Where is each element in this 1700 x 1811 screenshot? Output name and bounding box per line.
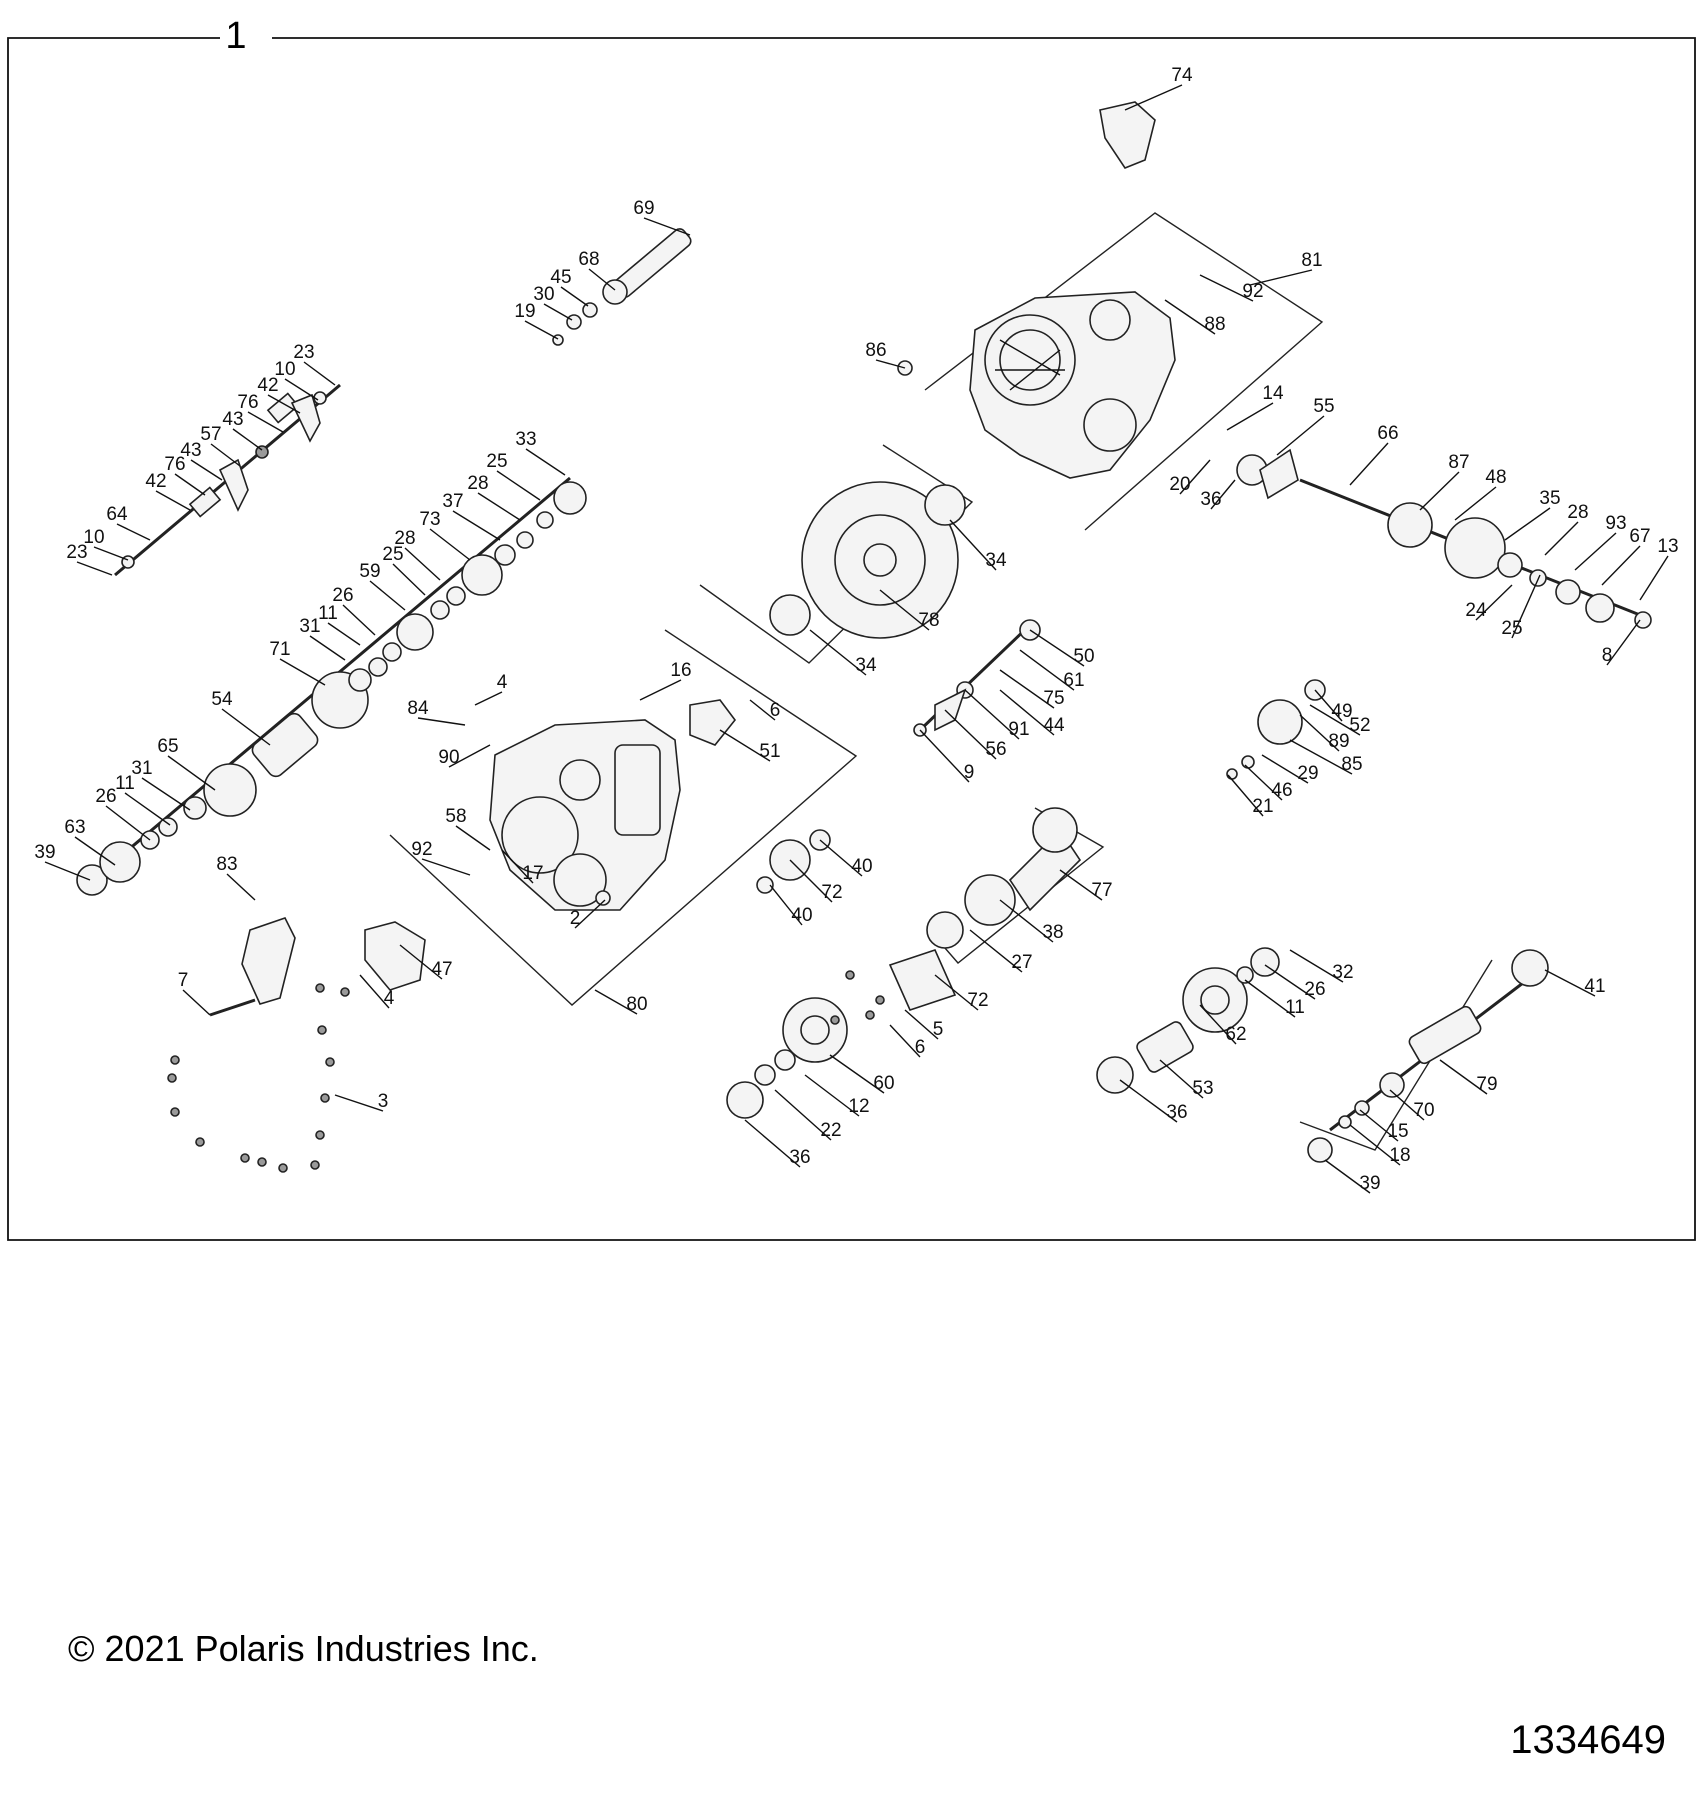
callout-c21 xyxy=(1228,775,1274,817)
callout-c25c xyxy=(382,544,425,595)
callout-c55 xyxy=(1277,396,1335,455)
output-shaft-assembly xyxy=(1237,450,1651,628)
callout-label: 4 xyxy=(496,672,508,693)
callout-label: 83 xyxy=(216,854,238,875)
leader-line xyxy=(1420,472,1459,510)
callout-label: 15 xyxy=(1387,1121,1409,1142)
callout-label: 81 xyxy=(1301,250,1323,271)
callout-c11b xyxy=(115,773,170,825)
callout-c26b xyxy=(95,786,150,840)
callout-label: 12 xyxy=(848,1096,870,1117)
callout-c53 xyxy=(1160,1060,1214,1099)
callout-c71 xyxy=(269,639,325,685)
leader-line xyxy=(106,806,150,840)
callout-c30 xyxy=(533,284,572,320)
callout-label: 64 xyxy=(106,504,128,525)
callout-label: 30 xyxy=(533,284,555,305)
callout-label: 20 xyxy=(1169,474,1191,495)
callout-label: 91 xyxy=(1008,719,1030,740)
callout-label: 33 xyxy=(515,429,537,450)
callout-label: 11 xyxy=(318,603,338,624)
callout-c16 xyxy=(640,660,692,700)
leader-line xyxy=(526,449,565,475)
callout-label: 9 xyxy=(963,762,975,783)
callout-label: 92 xyxy=(1242,281,1264,302)
callout-label: 43 xyxy=(180,440,202,461)
callout-c19 xyxy=(514,301,558,339)
callout-label: 60 xyxy=(873,1073,895,1094)
callout-label: 61 xyxy=(1063,670,1085,691)
callout-label: 46 xyxy=(1271,780,1293,801)
callout-label: 85 xyxy=(1341,754,1363,775)
callout-c9 xyxy=(920,730,974,783)
callout-label: 44 xyxy=(1043,715,1065,736)
callout-label: 31 xyxy=(131,758,153,779)
callout-c43a xyxy=(222,409,262,450)
callout-label: 43 xyxy=(222,409,244,430)
callout-label: 66 xyxy=(1377,423,1399,444)
callout-label: 5 xyxy=(932,1019,944,1040)
leader-line xyxy=(1505,508,1550,540)
leader-line xyxy=(393,564,425,595)
callout-label: 90 xyxy=(438,747,460,768)
callout-label: 25 xyxy=(1501,618,1523,639)
leader-line xyxy=(497,471,540,500)
leader-line xyxy=(142,778,190,810)
group-boxes xyxy=(390,213,1492,1150)
callout-label: 16 xyxy=(670,660,692,681)
callout-label: 37 xyxy=(442,491,464,512)
callout-label: 13 xyxy=(1657,536,1679,557)
callout-label: 80 xyxy=(626,994,648,1015)
leader-line xyxy=(168,756,215,790)
leader-line xyxy=(222,709,270,745)
callout-c66 xyxy=(1350,423,1399,485)
callout-c23a xyxy=(293,342,335,385)
drawing-number: 1334649 xyxy=(1510,1718,1666,1762)
callout-label: 71 xyxy=(269,639,291,660)
callout-c33 xyxy=(515,429,565,475)
callout-label: 36 xyxy=(1200,489,1222,510)
callout-label: 78 xyxy=(918,610,940,631)
callout-label: 89 xyxy=(1328,731,1350,752)
callout-label: 39 xyxy=(1359,1173,1381,1194)
leader-line xyxy=(1125,85,1182,110)
leader-line xyxy=(1545,522,1578,555)
callout-c37 xyxy=(442,491,500,540)
leader-line xyxy=(310,636,345,660)
callout-label: 65 xyxy=(157,736,179,757)
callout-label: 75 xyxy=(1043,688,1065,709)
callout-label: 40 xyxy=(791,905,813,926)
callout-c40b xyxy=(770,885,813,926)
callout-label: 42 xyxy=(257,375,279,396)
callout-label: 4 xyxy=(383,988,395,1009)
leader-line xyxy=(561,287,588,306)
callout-c36b xyxy=(745,1120,811,1168)
callout-label: 56 xyxy=(985,739,1007,760)
callout-c10b xyxy=(83,527,128,560)
callout-label: 51 xyxy=(759,741,781,762)
callout-label: 72 xyxy=(821,882,843,903)
leader-line xyxy=(343,605,375,635)
callout-c79 xyxy=(1440,1060,1498,1095)
callout-c27 xyxy=(970,930,1033,973)
leader-line xyxy=(405,548,440,580)
leader-line xyxy=(478,493,520,520)
callout-label: 23 xyxy=(293,342,315,363)
copyright-notice: © 2021 Polaris Industries Inc. xyxy=(68,1628,539,1669)
callout-label: 31 xyxy=(299,616,321,637)
callout-label: 59 xyxy=(359,561,381,582)
callout-label: 55 xyxy=(1313,396,1335,417)
callout-label: 50 xyxy=(1073,646,1095,667)
leader-line xyxy=(211,444,240,466)
callout-c28a xyxy=(1545,502,1589,555)
callout-label: 36 xyxy=(1166,1102,1188,1123)
callout-label: 21 xyxy=(1252,796,1274,817)
callout-c14 xyxy=(1227,383,1284,430)
callout-label: 68 xyxy=(578,249,600,270)
callout-c22 xyxy=(775,1090,842,1141)
callout-c6b xyxy=(890,1025,925,1058)
callout-label: 25 xyxy=(382,544,404,565)
callout-c43b xyxy=(180,440,222,480)
callout-c35 xyxy=(1505,488,1561,540)
leader-line xyxy=(183,990,210,1015)
callout-label: 10 xyxy=(83,527,105,548)
callout-c58 xyxy=(445,806,490,850)
callout-label: 8 xyxy=(1601,645,1613,666)
callout-c81 xyxy=(1250,250,1323,285)
leader-line xyxy=(920,730,969,782)
leader-line xyxy=(117,524,150,540)
callout-label: 28 xyxy=(394,528,416,549)
leader-line xyxy=(1227,403,1273,430)
callout-label: 18 xyxy=(1389,1145,1411,1166)
callout-label: 28 xyxy=(467,473,489,494)
callout-c5 xyxy=(905,1010,943,1040)
leader-line xyxy=(1602,546,1640,585)
leader-line xyxy=(156,491,190,510)
leader-line xyxy=(640,680,681,700)
callout-label: 35 xyxy=(1539,488,1561,509)
leader-line xyxy=(175,474,205,495)
leader-line xyxy=(525,321,558,339)
callout-label: 79 xyxy=(1476,1074,1498,1095)
leader-line xyxy=(589,269,615,290)
callout-label: 73 xyxy=(419,509,441,530)
callout-label: 42 xyxy=(145,471,167,492)
callout-label: 58 xyxy=(445,806,467,827)
callout-label: 6 xyxy=(769,700,781,721)
callout-c11a xyxy=(318,603,360,645)
leader-line xyxy=(233,429,262,450)
callout-label: 3 xyxy=(377,1091,389,1112)
callout-c67 xyxy=(1602,526,1651,585)
callout-label: 40 xyxy=(851,856,873,877)
callout-c36a xyxy=(1200,480,1235,510)
callout-c36c xyxy=(1120,1080,1188,1123)
callout-label: 23 xyxy=(66,542,88,563)
callout-c92a xyxy=(1200,275,1264,302)
callout-label: 34 xyxy=(985,550,1007,571)
callout-c12 xyxy=(805,1075,870,1117)
callout-label: 17 xyxy=(522,863,544,884)
leader-line xyxy=(644,218,690,235)
callout-label: 10 xyxy=(274,359,296,380)
callout-label: 45 xyxy=(550,267,572,288)
callout-label: 25 xyxy=(486,451,508,472)
callout-c26a xyxy=(332,585,375,635)
callout-c24 xyxy=(1465,585,1512,621)
leader-line xyxy=(453,511,500,540)
callout-label: 57 xyxy=(200,424,222,445)
callout-c48 xyxy=(1455,467,1507,520)
callout-label: 76 xyxy=(164,454,186,475)
callout-c87 xyxy=(1420,452,1470,510)
callout-label: 49 xyxy=(1331,701,1353,722)
leader-line xyxy=(227,874,255,900)
callout-label: 28 xyxy=(1567,502,1589,523)
callout-c88 xyxy=(1165,300,1226,335)
leader-line xyxy=(304,362,335,385)
callout-c91 xyxy=(965,690,1030,740)
callout-c50 xyxy=(1030,630,1095,667)
callout-label: 87 xyxy=(1448,452,1470,473)
callout-label: 26 xyxy=(1304,979,1326,1000)
callout-c45 xyxy=(550,267,588,306)
callout-c90 xyxy=(438,745,490,768)
callout-label: 76 xyxy=(237,392,259,413)
callout-label: 53 xyxy=(1192,1078,1214,1099)
callout-label: 67 xyxy=(1629,526,1651,547)
callout-c80 xyxy=(595,990,648,1015)
callout-label: 48 xyxy=(1485,467,1507,488)
callout-c3 xyxy=(335,1091,388,1112)
callout-label: 38 xyxy=(1042,922,1064,943)
leader-line xyxy=(1575,533,1616,570)
callout-label: 22 xyxy=(820,1120,842,1141)
callout-label: 27 xyxy=(1011,952,1033,973)
callout-label: 62 xyxy=(1225,1024,1247,1045)
leader-line xyxy=(475,692,502,705)
leader-line xyxy=(328,623,360,645)
leader-line xyxy=(1277,416,1324,455)
leader-line xyxy=(1640,556,1668,600)
lower-gear-clusters xyxy=(727,948,1548,1162)
callout-c6a xyxy=(750,700,780,721)
leader-line xyxy=(1350,443,1388,485)
callout-label: 34 xyxy=(855,655,877,676)
callout-label: 2 xyxy=(569,908,581,929)
callout-c84 xyxy=(407,698,465,725)
callout-label: 24 xyxy=(1465,600,1487,621)
leader-line xyxy=(280,659,325,685)
callout-label: 74 xyxy=(1171,65,1193,86)
callout-label: 26 xyxy=(332,585,354,606)
callout-label: 93 xyxy=(1605,513,1627,534)
callout-label: 77 xyxy=(1091,880,1113,901)
callout-label: 69 xyxy=(633,198,655,219)
leader-line xyxy=(335,1095,383,1111)
leader-line xyxy=(94,547,128,560)
leader-line xyxy=(456,826,490,850)
callout-label: 29 xyxy=(1297,763,1319,784)
callout-label: 88 xyxy=(1204,314,1226,335)
callout-label: 41 xyxy=(1584,976,1606,997)
callout-label: 70 xyxy=(1413,1100,1435,1121)
transmission-case-rear xyxy=(970,292,1175,478)
callout-label: 11 xyxy=(115,773,135,794)
leader-line xyxy=(430,529,470,560)
callout-label: 92 xyxy=(411,839,433,860)
callout-label: 7 xyxy=(177,970,189,991)
input-shaft-assembly xyxy=(553,226,693,345)
callout-label: 72 xyxy=(967,990,989,1011)
callout-label: 47 xyxy=(431,959,453,980)
callout-c42b xyxy=(145,471,190,510)
assembly-reference: 1 xyxy=(225,15,247,57)
callout-label: 84 xyxy=(407,698,429,719)
callout-label: 19 xyxy=(514,301,536,322)
callout-c28b xyxy=(467,473,520,520)
callout-c7 xyxy=(178,970,210,1015)
callout-c39b xyxy=(1325,1160,1381,1194)
callout-label: 26 xyxy=(95,786,117,807)
callout-c25b xyxy=(486,451,540,500)
callout-label: 6 xyxy=(914,1037,926,1058)
callout-label: 14 xyxy=(1262,383,1284,404)
leader-line xyxy=(370,581,405,610)
leader-line xyxy=(191,460,222,480)
callout-c8 xyxy=(1602,620,1640,666)
callout-label: 32 xyxy=(1332,962,1354,983)
callout-label: 39 xyxy=(34,842,56,863)
callout-label: 86 xyxy=(865,340,887,361)
callout-c4a xyxy=(475,672,508,705)
callout-label: 63 xyxy=(64,817,86,838)
callout-c51 xyxy=(720,730,781,762)
callout-c15 xyxy=(1360,1110,1409,1142)
leader-line xyxy=(544,304,572,320)
callout-label: 52 xyxy=(1349,715,1371,736)
callout-c64 xyxy=(106,504,150,540)
callout-c92b xyxy=(411,839,470,875)
leader-line xyxy=(125,793,170,825)
leader-line xyxy=(1455,487,1496,520)
leader-line xyxy=(418,718,465,725)
callout-label: 11 xyxy=(1285,997,1305,1018)
leader-line xyxy=(422,859,470,875)
callout-c10a xyxy=(274,359,318,400)
leader-line xyxy=(77,562,112,575)
callout-label: 36 xyxy=(789,1147,811,1168)
callout-c83 xyxy=(216,854,255,900)
callout-label: 54 xyxy=(211,689,233,710)
callout-c60 xyxy=(830,1055,895,1094)
transmission-case-front xyxy=(490,720,680,910)
callout-c41 xyxy=(1545,970,1606,997)
